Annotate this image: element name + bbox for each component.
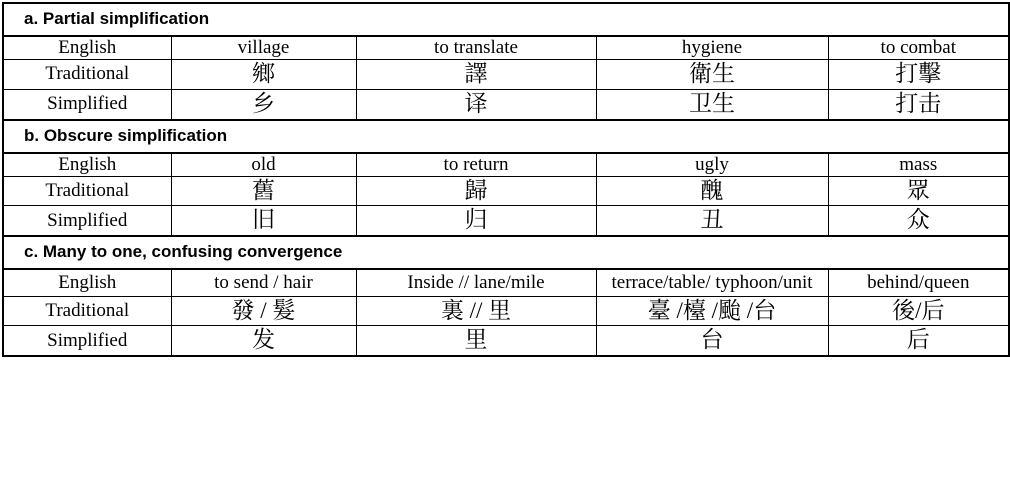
table-cell: ugly xyxy=(596,153,828,177)
table-row xyxy=(3,60,1009,90)
table-cell: 歸 xyxy=(356,176,596,206)
table-cell: 眾 xyxy=(828,176,1009,206)
table-cell: 打擊 xyxy=(828,60,1009,90)
table-row xyxy=(3,269,1009,296)
table-row xyxy=(3,89,1009,119)
table-cell: old xyxy=(171,153,356,177)
table-row xyxy=(3,36,1009,60)
table-cell: 後/后 xyxy=(828,296,1009,326)
row-label-traditional: Traditional xyxy=(3,176,171,206)
chinese-simplification-table xyxy=(2,2,1010,357)
table-cell: village xyxy=(171,36,356,60)
table-row xyxy=(3,176,1009,206)
section-heading-b: b. Obscure simplification xyxy=(3,120,1009,153)
table-cell: 里 xyxy=(356,326,596,356)
row-label-english: English xyxy=(3,269,171,296)
table-cell: 归 xyxy=(356,206,596,236)
table-cell: mass xyxy=(828,153,1009,177)
section-heading-row xyxy=(3,120,1009,153)
table-cell: 乡 xyxy=(171,89,356,119)
row-label-english: English xyxy=(3,153,171,177)
table-cell: 鄉 xyxy=(171,60,356,90)
table-cell: 旧 xyxy=(171,206,356,236)
table-cell: hygiene xyxy=(596,36,828,60)
table-cell: to combat xyxy=(828,36,1009,60)
section-heading-row xyxy=(3,236,1009,269)
table-cell: behind/queen xyxy=(828,269,1009,296)
table-row xyxy=(3,296,1009,326)
row-label-simplified: Simplified xyxy=(3,89,171,119)
table-cell: 台 xyxy=(596,326,828,356)
row-label-simplified: Simplified xyxy=(3,206,171,236)
table-cell: terrace/table/ typhoon/unit xyxy=(596,269,828,296)
row-label-traditional: Traditional xyxy=(3,296,171,326)
table-cell: to translate xyxy=(356,36,596,60)
table-cell: 臺 /檯 /颱 /台 xyxy=(596,296,828,326)
table-row xyxy=(3,206,1009,236)
table-cell: 醜 xyxy=(596,176,828,206)
table-cell: 衛生 xyxy=(596,60,828,90)
table-cell: 译 xyxy=(356,89,596,119)
table-cell: 丑 xyxy=(596,206,828,236)
table-cell: to send / hair xyxy=(171,269,356,296)
table-cell: Inside // lane/mile xyxy=(356,269,596,296)
row-label-english: English xyxy=(3,36,171,60)
table-cell: to return xyxy=(356,153,596,177)
table-row xyxy=(3,153,1009,177)
table-row xyxy=(3,326,1009,356)
section-heading-a: a. Partial simplification xyxy=(3,3,1009,36)
table-cell: 发 xyxy=(171,326,356,356)
table-cell: 裏 // 里 xyxy=(356,296,596,326)
row-label-traditional: Traditional xyxy=(3,60,171,90)
table-cell: 后 xyxy=(828,326,1009,356)
section-heading-row xyxy=(3,3,1009,36)
table-cell: 打击 xyxy=(828,89,1009,119)
table-cell: 譯 xyxy=(356,60,596,90)
table-cell: 众 xyxy=(828,206,1009,236)
row-label-simplified: Simplified xyxy=(3,326,171,356)
table-cell: 舊 xyxy=(171,176,356,206)
table-cell: 發 / 髮 xyxy=(171,296,356,326)
table-cell: 卫生 xyxy=(596,89,828,119)
table-figure xyxy=(0,2,1010,482)
section-heading-c: c. Many to one, confusing convergence xyxy=(3,236,1009,269)
